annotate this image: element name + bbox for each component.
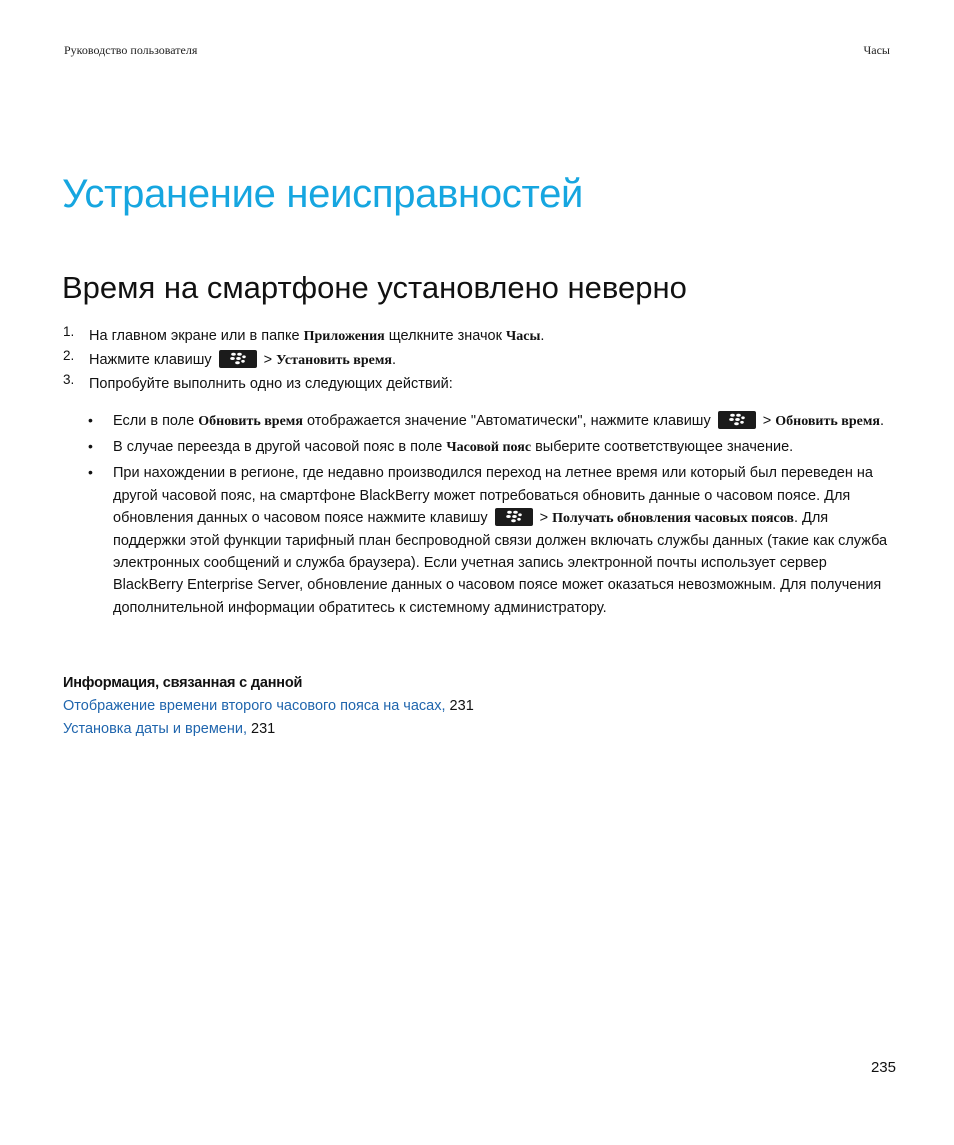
blackberry-menu-key-icon: [219, 350, 257, 368]
running-header-left: Руководство пользователя: [64, 43, 198, 57]
ui-term-clock: Часы: [506, 329, 541, 344]
blackberry-menu-key-icon: [718, 411, 756, 429]
related-page: 231: [445, 698, 474, 714]
item-text: При нахождении в регионе, где недавно производился переход на летнее время или который был переведен на другой часовой пояс, на смартфоне BlackBerry может потребоваться обновить данные о часовом поясе. Для обновления данных о часовом поясе нажмите клавишу: [113, 465, 873, 526]
section-title: Время на смартфоне установлено неверно: [62, 270, 687, 305]
step-number: 2.: [63, 348, 75, 363]
related-link[interactable]: Установка даты и времени,: [63, 721, 247, 737]
step-2: [63, 349, 893, 373]
item-text: отображается значение "Автоматически", нажмите клавишу: [302, 413, 711, 429]
step-text: .: [540, 328, 545, 344]
steps-list: [63, 325, 893, 397]
step-text: Нажмите клавишу: [89, 352, 212, 368]
ui-term-applications: Приложения: [303, 329, 385, 344]
ui-term-update-time: Обновить время: [198, 414, 303, 429]
ui-term-time-zone: Часовой пояс: [446, 440, 532, 456]
item-text: >: [535, 509, 553, 526]
step-text: щелкните значок: [384, 328, 506, 344]
page-title: Устранение неисправностей: [62, 172, 584, 216]
page-number: 235: [870, 1059, 896, 1076]
ui-term-update-time: Обновить время: [775, 414, 880, 429]
step-3: [63, 373, 893, 397]
related-link[interactable]: Отображение времени второго часового пояса на часах,: [63, 698, 446, 714]
step-text: >: [259, 352, 277, 368]
item-text: Если в поле: [113, 413, 199, 429]
list-item: [88, 462, 894, 618]
related-link-row: [63, 718, 474, 741]
step-number: 3.: [63, 372, 75, 387]
related-link-row: [63, 695, 474, 718]
related-page: 231: [247, 721, 276, 737]
item-text: . Для поддержки этой функции тарифный план беспроводной связи должен включать службы данных (такие как служба электронных сообщений и служба браузера). Если учетная запись электронной почты использует сервер BlackBerry Enterprise Server, обновление данных о часовом поясе может оказаться невозможным. Для получения дополнительной информации обратитесь к системному администратору.: [113, 509, 888, 616]
step-number: 1.: [63, 324, 75, 339]
bullet-icon: •: [88, 438, 93, 455]
item-text: В случае переезда в другой часовой пояс в поле: [113, 439, 447, 456]
blackberry-menu-key-icon: [495, 508, 533, 526]
step-text: На главном экране или в папке: [89, 328, 304, 344]
running-header-right: Часы: [863, 43, 890, 57]
options-list: [88, 410, 894, 622]
step-1: [63, 325, 893, 349]
step-text: .: [391, 352, 397, 368]
item-text: >: [758, 413, 776, 429]
related-info: [63, 672, 474, 741]
ui-term-get-tz-updates: Получать обновления часовых поясов: [552, 510, 794, 526]
step-text: Попробуйте выполнить одно из следующих действий:: [89, 376, 453, 392]
ui-term-set-time: Установить время: [276, 353, 392, 368]
list-item: [88, 436, 894, 459]
item-text: .: [879, 413, 884, 429]
bullet-icon: •: [88, 412, 93, 428]
list-item: [88, 410, 894, 433]
related-heading: Информация, связанная с данной: [63, 675, 303, 691]
item-text: выберите соответствующее значение.: [531, 439, 794, 456]
bullet-icon: •: [88, 464, 93, 481]
